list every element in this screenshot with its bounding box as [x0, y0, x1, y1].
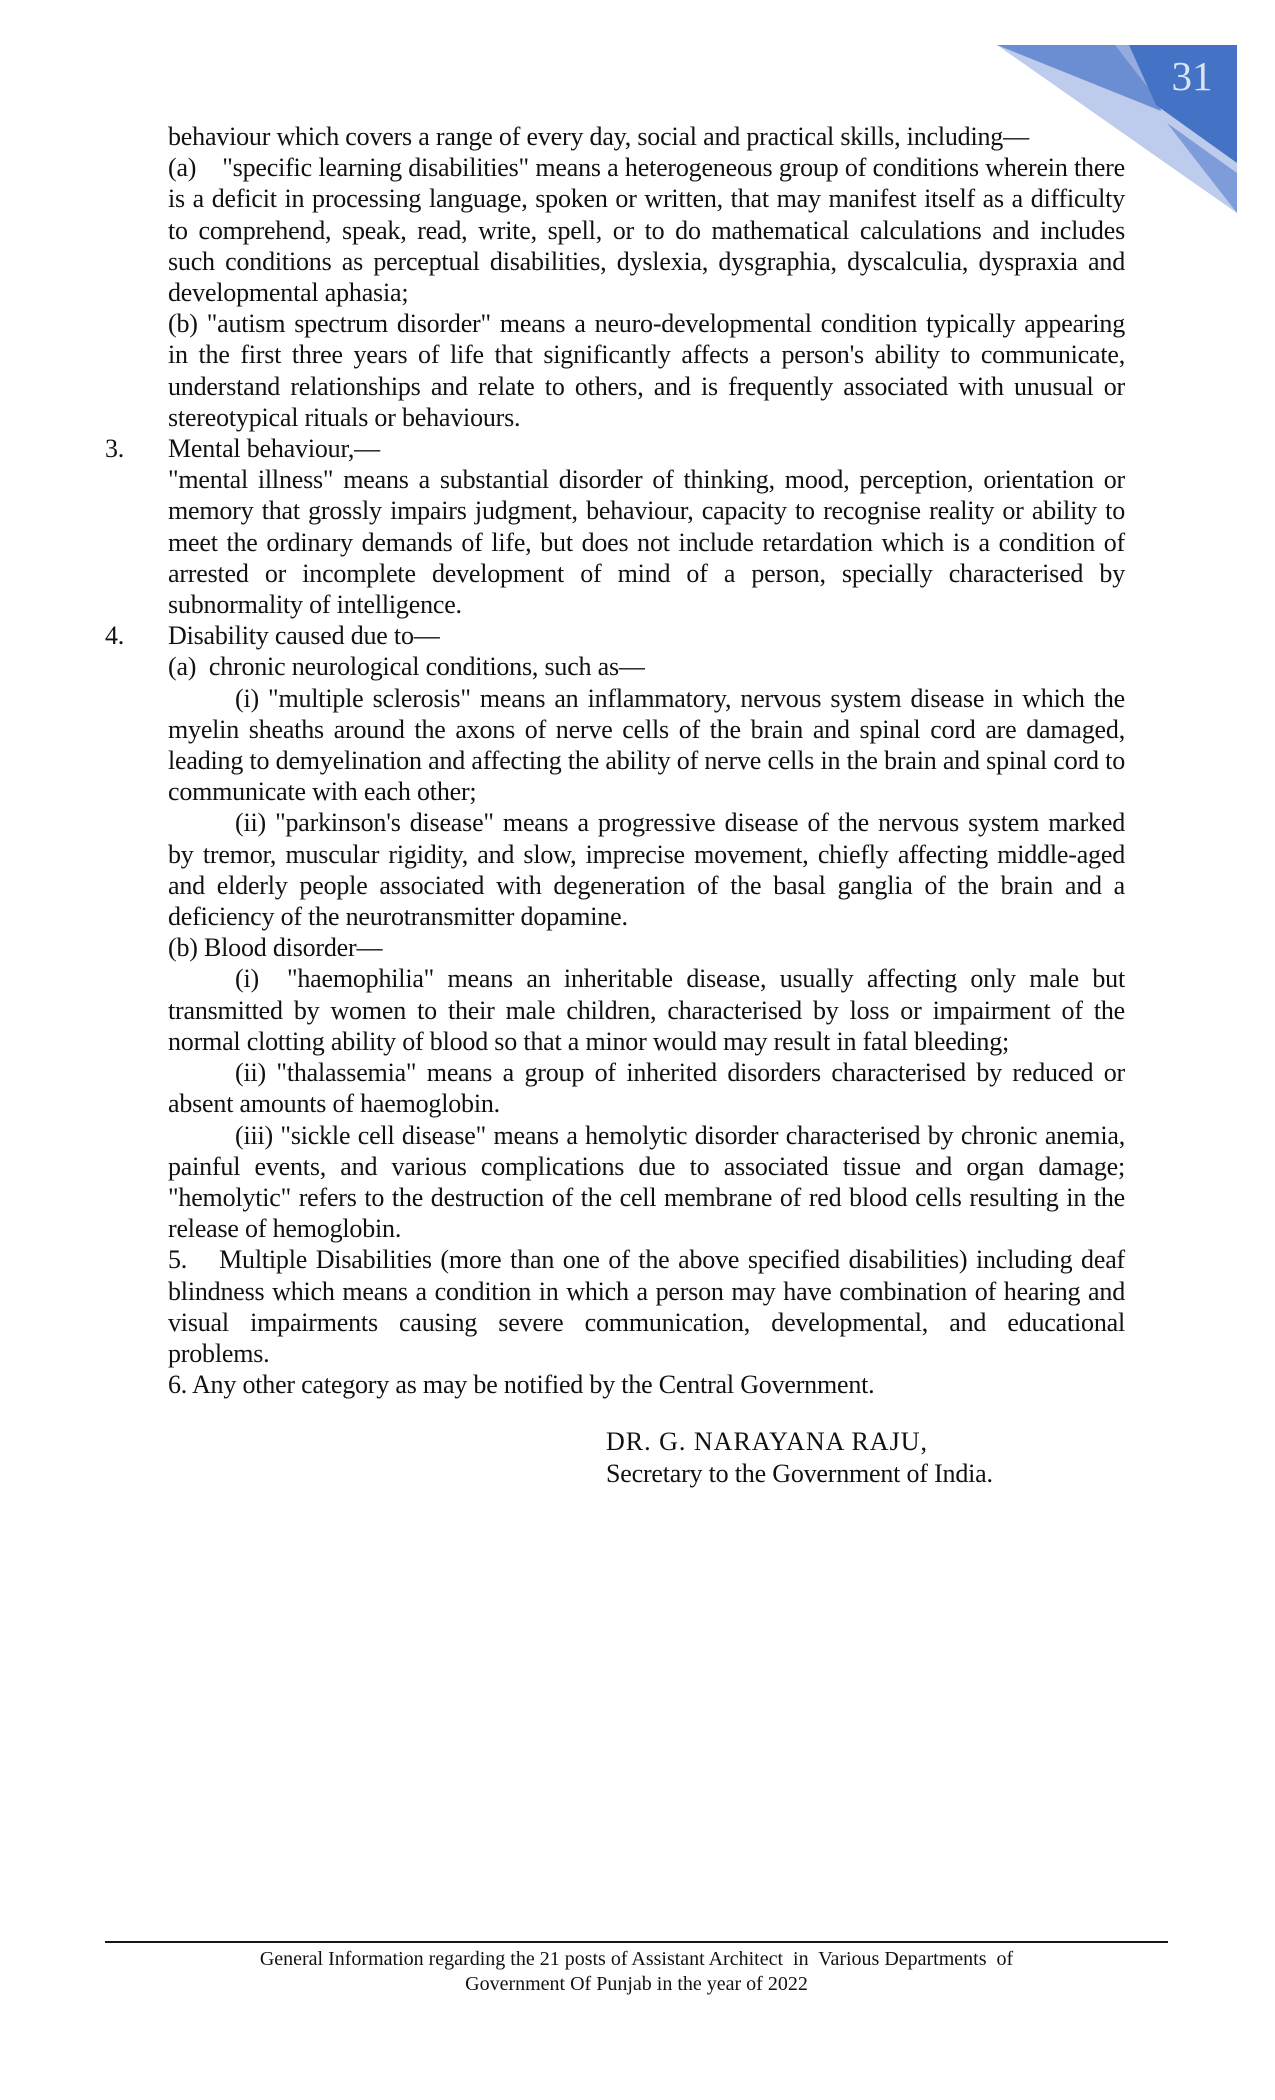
- item-6-any-other-category: 6. Any other category as may be notified by the Central Government.: [168, 1370, 875, 1400]
- item-number: 4.: [105, 621, 125, 651]
- signatory-title: Secretary to the Government of India.: [606, 1458, 993, 1488]
- footer-line-2: Government Of Punjab in the year of 2022: [465, 1973, 808, 1995]
- signature-block: [606, 1426, 1125, 1488]
- para-multiple-sclerosis: (i) "multiple sclerosis" means an inflammatory, nervous system disease in which the myelin sheaths around the axons of nerve cells of the brain and spinal cord are damaged, leading to demyelination and affecting the ability of nerve cells in the brain and spinal cord to communicate with each other;: [168, 683, 1125, 807]
- page-number: 31: [1171, 53, 1213, 99]
- para-thalassemia: (ii) "thalassemia" means a group of inherited disorders characterised by reduced or absent amounts of haemoglobin.: [168, 1058, 1125, 1119]
- para-text: "specific learning disabilities" means a heterogeneous group of conditions wherein there is a deficit in processing language, spoken or written, that may manifest itself as a difficulty to comprehend, speak, read, write, spell, or to do mathematical calculations and includes such conditions as perceptual disabilities, dyslexia, dysgraphia, dyscalculia, dyspraxia and developmental aphasia;: [168, 153, 1125, 308]
- para-intro: behaviour which covers a range of every day, social and practical skills, including—: [168, 122, 1029, 151]
- item-number: 5.: [168, 1245, 188, 1275]
- para-autism-spectrum: (b) "autism spectrum disorder" means a neuro-developmental condition typically appearing in the first three years of life that significantly affects a person's ability to communicate, understand relationships and relate to others, and is frequently associated with unusual or stereotypical rituals or behaviours.: [168, 309, 1125, 432]
- para-mental-illness: "mental illness" means a substantial disorder of thinking, mood, perception, orientation or memory that grossly impairs judgment, behaviour, capacity to recognise reality or ability to meet the ordinary demands of life, but does not include retardation which is a condition of arrested or incomplete development of mind of a person, specially characterised by subnormality of intelligence.: [168, 465, 1125, 620]
- item-3-mental-behaviour: [105, 433, 1125, 464]
- document-body: [105, 0, 1125, 1489]
- footer-line-1: General Information regarding the 21 posts of Assistant Architect in Various Departments of: [259, 1948, 1014, 1970]
- para-parkinsons-disease: (ii) "parkinson's disease" means a progressive disease of the nervous system marked by tremor, muscular rigidity, and slow, imprecise movement, chiefly affecting middle-aged and elderly people associated with degeneration of the basal ganglia of the brain and a deficiency of the neurotransmitter dopamine.: [168, 808, 1125, 932]
- para-text: "haemophilia" means an inheritable disease, usually affecting only male but transmitted by women to their male children, characterised by loss or impairment of the normal clotting ability of blood so that a minor would may result in fatal bleeding;: [168, 964, 1125, 1056]
- item-number: 3.: [105, 434, 125, 464]
- marker-a: (a): [168, 153, 197, 183]
- item-text: Mental behaviour,—: [168, 434, 380, 464]
- para-haemophilia: [168, 963, 1125, 1057]
- signatory-name: DR. G. NARAYANA RAJU,: [606, 1427, 928, 1457]
- item-text: Multiple Disabilities (more than one of the above specified disabilities) including deaf blindness which means a condition in which a person may have combination of hearing and visual impairments causing severe communication, developmental, and educational problems.: [168, 1245, 1125, 1368]
- marker-i: (i): [235, 964, 259, 994]
- sub-item-a-chronic-neurological: (a) chronic neurological conditions, such as—: [168, 652, 645, 682]
- item-4-disability-caused: [105, 620, 1125, 651]
- page-footer: [105, 1941, 1168, 1997]
- para-sickle-cell: (iii) "sickle cell disease" means a hemolytic disorder characterised by chronic anemia, painful events, and various complications due to associated tissue and organ damage; "hemolytic" refers to the destruction of the cell membrane of red blood cells resulting in the release of hemoglobin.: [168, 1120, 1125, 1244]
- item-5-multiple-disabilities: [168, 1244, 1125, 1369]
- para-specific-learning-disabilities: [168, 152, 1125, 308]
- sub-item-b-blood-disorder: (b) Blood disorder—: [168, 933, 383, 963]
- item-text: Disability caused due to—: [168, 621, 440, 651]
